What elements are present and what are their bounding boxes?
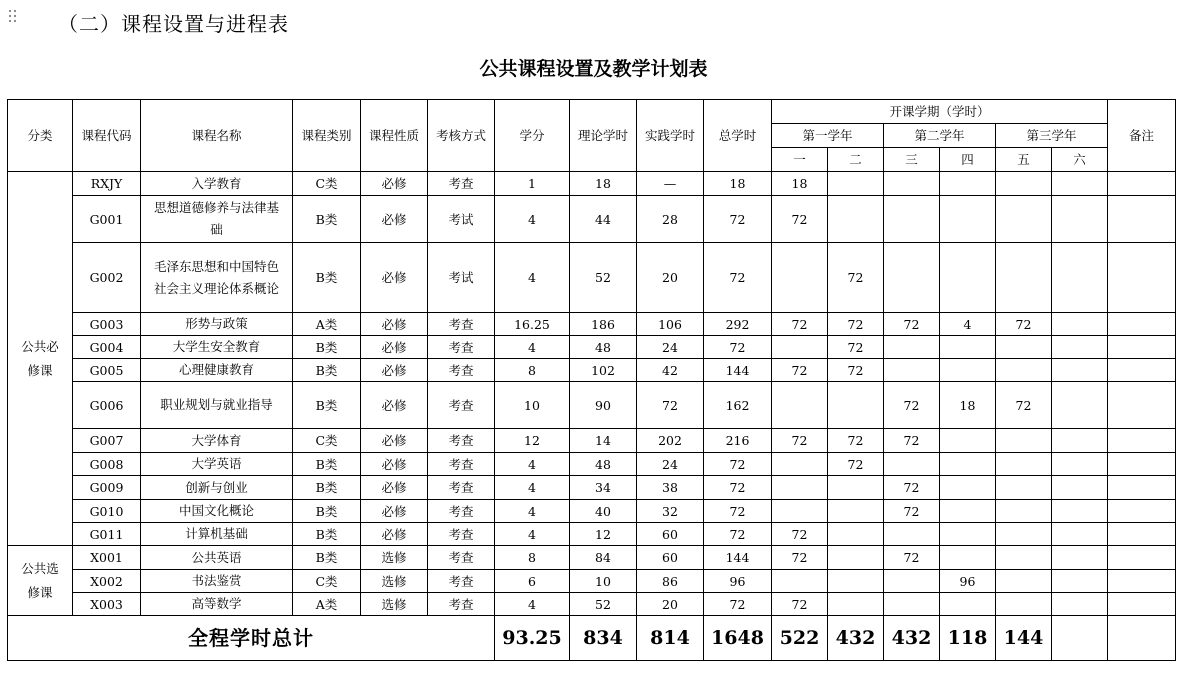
total-hours: 144 xyxy=(704,546,772,570)
semester-1-hours: 72 xyxy=(772,359,828,382)
exam-method: 考查 xyxy=(428,593,495,616)
semester-6-hours xyxy=(1052,336,1108,359)
course-credit: 4 xyxy=(495,336,570,359)
course-code: G002 xyxy=(73,243,141,313)
semester-2-hours xyxy=(828,570,884,593)
table-row xyxy=(8,570,1176,593)
remark-cell xyxy=(1108,313,1176,336)
course-type: B类 xyxy=(293,546,361,570)
total-hours: 216 xyxy=(704,429,772,453)
table-row xyxy=(8,172,1176,196)
total-hours: 72 xyxy=(704,453,772,476)
course-credit: 4 xyxy=(495,500,570,523)
semester-4-hours xyxy=(940,336,996,359)
course-code: G010 xyxy=(73,500,141,523)
course-type: B类 xyxy=(293,500,361,523)
course-type: B类 xyxy=(293,382,361,429)
table-body xyxy=(8,172,1176,616)
remark-cell xyxy=(1108,359,1176,382)
exam-method: 考查 xyxy=(428,429,495,453)
course-code: G009 xyxy=(73,476,141,500)
practice-hours: 20 xyxy=(637,243,704,313)
course-name: 毛泽东思想和中国特色社会主义理论体系概论 xyxy=(141,243,293,313)
header-semester-group: 开课学期（学时） xyxy=(772,100,1108,124)
course-type: B类 xyxy=(293,359,361,382)
table-header xyxy=(8,100,1176,172)
practice-hours: 106 xyxy=(637,313,704,336)
semester-5-hours xyxy=(996,429,1052,453)
course-credit: 8 xyxy=(495,546,570,570)
course-name: 书法鉴赏 xyxy=(141,570,293,593)
header-semester-1: 一 xyxy=(772,148,828,172)
course-code: G011 xyxy=(73,523,141,546)
theory-hours: 44 xyxy=(570,196,637,243)
theory-hours: 52 xyxy=(570,243,637,313)
course-name: 大学体育 xyxy=(141,429,293,453)
remark-cell xyxy=(1108,453,1176,476)
semester-1-hours xyxy=(772,500,828,523)
total-hours: 96 xyxy=(704,570,772,593)
total-hours: 292 xyxy=(704,313,772,336)
semester-6-hours xyxy=(1052,570,1108,593)
theory-hours: 10 xyxy=(570,570,637,593)
course-name: 公共英语 xyxy=(141,546,293,570)
theory-hours: 48 xyxy=(570,336,637,359)
semester-6-hours xyxy=(1052,500,1108,523)
practice-hours: — xyxy=(637,172,704,196)
semester-2-hours xyxy=(828,476,884,500)
header-total: 总学时 xyxy=(704,100,772,172)
semester-5-hours xyxy=(996,570,1052,593)
table-row xyxy=(8,593,1176,616)
semester-2-hours xyxy=(828,593,884,616)
header-type: 课程类别 xyxy=(293,100,361,172)
semester-2-hours: 72 xyxy=(828,313,884,336)
header-year-1: 第一学年 xyxy=(772,124,884,148)
course-type: B类 xyxy=(293,336,361,359)
course-code: G006 xyxy=(73,382,141,429)
semester-2-hours xyxy=(828,546,884,570)
course-name: 计算机基础 xyxy=(141,523,293,546)
semester-5-hours xyxy=(996,336,1052,359)
course-credit: 4 xyxy=(495,476,570,500)
semester-5-hours xyxy=(996,172,1052,196)
course-credit: 1 xyxy=(495,172,570,196)
semester-3-hours xyxy=(884,570,940,593)
semester-4-hours xyxy=(940,523,996,546)
course-credit: 4 xyxy=(495,593,570,616)
semester-5-hours xyxy=(996,500,1052,523)
semester-1-hours xyxy=(772,453,828,476)
course-nature: 必修 xyxy=(361,429,428,453)
practice-hours: 24 xyxy=(637,336,704,359)
semester-1-hours: 72 xyxy=(772,523,828,546)
course-nature: 必修 xyxy=(361,500,428,523)
course-type: B类 xyxy=(293,196,361,243)
semester-3-hours xyxy=(884,359,940,382)
table-row xyxy=(8,476,1176,500)
table-footer xyxy=(8,616,1176,661)
header-semester-3: 三 xyxy=(884,148,940,172)
exam-method: 考试 xyxy=(428,243,495,313)
theory-hours: 52 xyxy=(570,593,637,616)
course-nature: 必修 xyxy=(361,196,428,243)
semester-5-hours xyxy=(996,523,1052,546)
theory-hours: 84 xyxy=(570,546,637,570)
exam-method: 考查 xyxy=(428,313,495,336)
course-type: C类 xyxy=(293,172,361,196)
course-credit: 4 xyxy=(495,523,570,546)
total-hours: 72 xyxy=(704,523,772,546)
semester-6-hours xyxy=(1052,243,1108,313)
semester-2-hours xyxy=(828,172,884,196)
practice-hours: 38 xyxy=(637,476,704,500)
course-plan-table xyxy=(7,99,1176,661)
semester-4-hours xyxy=(940,243,996,313)
semester-3-hours xyxy=(884,243,940,313)
course-code: X001 xyxy=(73,546,141,570)
semester-5-hours: 72 xyxy=(996,382,1052,429)
semester-3-hours: 72 xyxy=(884,500,940,523)
semester-4-hours xyxy=(940,429,996,453)
course-credit: 4 xyxy=(495,243,570,313)
course-nature: 选修 xyxy=(361,593,428,616)
exam-method: 考查 xyxy=(428,546,495,570)
header-credit: 学分 xyxy=(495,100,570,172)
course-code: G003 xyxy=(73,313,141,336)
total-row xyxy=(8,616,1176,661)
semester-6-hours xyxy=(1052,476,1108,500)
semester-3-hours: 72 xyxy=(884,546,940,570)
header-name: 课程名称 xyxy=(141,100,293,172)
practice-hours: 24 xyxy=(637,453,704,476)
semester-2-hours: 72 xyxy=(828,453,884,476)
semester-4-hours xyxy=(940,593,996,616)
exam-method: 考查 xyxy=(428,336,495,359)
header-theory: 理论学时 xyxy=(570,100,637,172)
course-nature: 必修 xyxy=(361,313,428,336)
total-semester-2: 432 xyxy=(828,616,884,661)
total-hours: 144 xyxy=(704,359,772,382)
course-name: 入学教育 xyxy=(141,172,293,196)
drag-handle-icon[interactable] xyxy=(9,10,19,26)
table-row xyxy=(8,523,1176,546)
practice-hours: 86 xyxy=(637,570,704,593)
semester-1-hours: 72 xyxy=(772,429,828,453)
semester-1-hours xyxy=(772,382,828,429)
remark-cell xyxy=(1108,593,1176,616)
semester-2-hours xyxy=(828,382,884,429)
course-type: C类 xyxy=(293,570,361,593)
course-type: A类 xyxy=(293,313,361,336)
total-practice: 814 xyxy=(637,616,704,661)
semester-4-hours: 4 xyxy=(940,313,996,336)
theory-hours: 102 xyxy=(570,359,637,382)
course-nature: 必修 xyxy=(361,243,428,313)
semester-2-hours: 72 xyxy=(828,243,884,313)
semester-5-hours xyxy=(996,243,1052,313)
semester-4-hours: 18 xyxy=(940,382,996,429)
semester-5-hours xyxy=(996,359,1052,382)
semester-4-hours xyxy=(940,500,996,523)
header-semester-2: 二 xyxy=(828,148,884,172)
semester-4-hours xyxy=(940,453,996,476)
total-hours: 72 xyxy=(704,336,772,359)
table-row xyxy=(8,359,1176,382)
practice-hours: 20 xyxy=(637,593,704,616)
total-semester-6 xyxy=(1052,616,1108,661)
total-hours: 72 xyxy=(704,476,772,500)
header-nature: 课程性质 xyxy=(361,100,428,172)
semester-1-hours xyxy=(772,476,828,500)
remark-cell xyxy=(1108,196,1176,243)
total-hours: 72 xyxy=(704,593,772,616)
table-row xyxy=(8,336,1176,359)
semester-1-hours: 72 xyxy=(772,593,828,616)
table-row xyxy=(8,382,1176,429)
table-row xyxy=(8,243,1176,313)
course-name: 形势与政策 xyxy=(141,313,293,336)
course-name: 高等数学 xyxy=(141,593,293,616)
remark-cell xyxy=(1108,429,1176,453)
course-name: 创新与创业 xyxy=(141,476,293,500)
semester-6-hours xyxy=(1052,172,1108,196)
semester-4-hours xyxy=(940,546,996,570)
semester-3-hours xyxy=(884,523,940,546)
semester-4-hours xyxy=(940,359,996,382)
semester-3-hours: 72 xyxy=(884,313,940,336)
course-nature: 必修 xyxy=(361,172,428,196)
course-type: A类 xyxy=(293,593,361,616)
course-type: B类 xyxy=(293,243,361,313)
semester-1-hours xyxy=(772,570,828,593)
semester-3-hours xyxy=(884,593,940,616)
total-hours: 72 xyxy=(704,196,772,243)
semester-6-hours xyxy=(1052,453,1108,476)
semester-5-hours xyxy=(996,593,1052,616)
course-credit: 6 xyxy=(495,570,570,593)
exam-method: 考查 xyxy=(428,500,495,523)
course-code: X003 xyxy=(73,593,141,616)
semester-2-hours xyxy=(828,500,884,523)
semester-3-hours xyxy=(884,196,940,243)
course-name: 中国文化概论 xyxy=(141,500,293,523)
table-row xyxy=(8,546,1176,570)
course-code: G004 xyxy=(73,336,141,359)
exam-method: 考查 xyxy=(428,382,495,429)
total-remark xyxy=(1108,616,1176,661)
header-code: 课程代码 xyxy=(73,100,141,172)
course-code: G008 xyxy=(73,453,141,476)
category-cell: 公共选修课 xyxy=(8,546,73,616)
course-name: 大学生安全教育 xyxy=(141,336,293,359)
semester-4-hours xyxy=(940,196,996,243)
course-type: B类 xyxy=(293,476,361,500)
semester-5-hours xyxy=(996,476,1052,500)
total-hours: 1648 xyxy=(704,616,772,661)
course-name: 职业规划与就业指导 xyxy=(141,382,293,429)
semester-2-hours: 72 xyxy=(828,359,884,382)
course-nature: 选修 xyxy=(361,546,428,570)
practice-hours: 60 xyxy=(637,546,704,570)
practice-hours: 42 xyxy=(637,359,704,382)
course-code: X002 xyxy=(73,570,141,593)
semester-6-hours xyxy=(1052,593,1108,616)
course-credit: 8 xyxy=(495,359,570,382)
remark-cell xyxy=(1108,382,1176,429)
total-label: 全程学时总计 xyxy=(8,616,495,661)
semester-3-hours: 72 xyxy=(884,429,940,453)
semester-5-hours xyxy=(996,546,1052,570)
header-semester-4: 四 xyxy=(940,148,996,172)
semester-3-hours: 72 xyxy=(884,382,940,429)
remark-cell xyxy=(1108,523,1176,546)
semester-4-hours: 96 xyxy=(940,570,996,593)
total-hours: 162 xyxy=(704,382,772,429)
course-credit: 4 xyxy=(495,196,570,243)
course-nature: 必修 xyxy=(361,359,428,382)
theory-hours: 90 xyxy=(570,382,637,429)
semester-6-hours xyxy=(1052,313,1108,336)
practice-hours: 60 xyxy=(637,523,704,546)
course-credit: 10 xyxy=(495,382,570,429)
total-semester-1: 522 xyxy=(772,616,828,661)
total-hours: 72 xyxy=(704,500,772,523)
semester-3-hours xyxy=(884,336,940,359)
header-year-2: 第二学年 xyxy=(884,124,996,148)
header-semester-6: 六 xyxy=(1052,148,1108,172)
remark-cell xyxy=(1108,570,1176,593)
course-credit: 12 xyxy=(495,429,570,453)
header-category: 分类 xyxy=(8,100,73,172)
course-credit: 4 xyxy=(495,453,570,476)
practice-hours: 72 xyxy=(637,382,704,429)
exam-method: 考查 xyxy=(428,359,495,382)
course-code: RXJY xyxy=(73,172,141,196)
remark-cell xyxy=(1108,500,1176,523)
theory-hours: 40 xyxy=(570,500,637,523)
total-hours: 72 xyxy=(704,243,772,313)
exam-method: 考查 xyxy=(428,570,495,593)
semester-1-hours: 18 xyxy=(772,172,828,196)
total-semester-4: 118 xyxy=(940,616,996,661)
total-credit: 93.25 xyxy=(495,616,570,661)
remark-cell xyxy=(1108,476,1176,500)
course-nature: 必修 xyxy=(361,453,428,476)
section-heading: （二）课程设置与进程表 xyxy=(58,12,289,36)
theory-hours: 12 xyxy=(570,523,637,546)
semester-2-hours: 72 xyxy=(828,429,884,453)
semester-2-hours xyxy=(828,196,884,243)
course-name: 心理健康教育 xyxy=(141,359,293,382)
theory-hours: 186 xyxy=(570,313,637,336)
semester-6-hours xyxy=(1052,359,1108,382)
total-semester-3: 432 xyxy=(884,616,940,661)
course-type: B类 xyxy=(293,453,361,476)
theory-hours: 48 xyxy=(570,453,637,476)
course-type: B类 xyxy=(293,523,361,546)
course-nature: 必修 xyxy=(361,476,428,500)
semester-3-hours: 72 xyxy=(884,476,940,500)
course-name: 思想道德修养与法律基础 xyxy=(141,196,293,243)
semester-1-hours xyxy=(772,336,828,359)
remark-cell xyxy=(1108,546,1176,570)
semester-1-hours: 72 xyxy=(772,196,828,243)
table-row xyxy=(8,313,1176,336)
semester-5-hours xyxy=(996,196,1052,243)
table-title: 公共课程设置及教学计划表 xyxy=(479,58,708,80)
course-type: C类 xyxy=(293,429,361,453)
semester-6-hours xyxy=(1052,429,1108,453)
course-nature: 必修 xyxy=(361,336,428,359)
practice-hours: 28 xyxy=(637,196,704,243)
semester-6-hours xyxy=(1052,546,1108,570)
table-row xyxy=(8,429,1176,453)
course-code: G007 xyxy=(73,429,141,453)
total-theory: 834 xyxy=(570,616,637,661)
remark-cell xyxy=(1108,243,1176,313)
course-credit: 16.25 xyxy=(495,313,570,336)
course-code: G005 xyxy=(73,359,141,382)
remark-cell xyxy=(1108,172,1176,196)
header-semester-5: 五 xyxy=(996,148,1052,172)
semester-3-hours xyxy=(884,453,940,476)
exam-method: 考查 xyxy=(428,453,495,476)
course-nature: 必修 xyxy=(361,382,428,429)
total-hours: 18 xyxy=(704,172,772,196)
header-remark: 备注 xyxy=(1108,100,1176,172)
course-name: 大学英语 xyxy=(141,453,293,476)
semester-1-hours: 72 xyxy=(772,546,828,570)
semester-3-hours xyxy=(884,172,940,196)
semester-1-hours: 72 xyxy=(772,313,828,336)
semester-4-hours xyxy=(940,476,996,500)
semester-6-hours xyxy=(1052,382,1108,429)
theory-hours: 34 xyxy=(570,476,637,500)
header-practice: 实践学时 xyxy=(637,100,704,172)
semester-2-hours xyxy=(828,523,884,546)
table-row xyxy=(8,196,1176,243)
practice-hours: 32 xyxy=(637,500,704,523)
semester-2-hours: 72 xyxy=(828,336,884,359)
remark-cell xyxy=(1108,336,1176,359)
exam-method: 考试 xyxy=(428,196,495,243)
theory-hours: 18 xyxy=(570,172,637,196)
practice-hours: 202 xyxy=(637,429,704,453)
exam-method: 考查 xyxy=(428,476,495,500)
semester-6-hours xyxy=(1052,523,1108,546)
exam-method: 考查 xyxy=(428,172,495,196)
header-exam: 考核方式 xyxy=(428,100,495,172)
course-code: G001 xyxy=(73,196,141,243)
exam-method: 考查 xyxy=(428,523,495,546)
course-nature: 必修 xyxy=(361,523,428,546)
semester-4-hours xyxy=(940,172,996,196)
table-row xyxy=(8,500,1176,523)
total-semester-5: 144 xyxy=(996,616,1052,661)
semester-5-hours xyxy=(996,453,1052,476)
semester-1-hours xyxy=(772,243,828,313)
theory-hours: 14 xyxy=(570,429,637,453)
semester-5-hours: 72 xyxy=(996,313,1052,336)
header-year-3: 第三学年 xyxy=(996,124,1108,148)
table-row xyxy=(8,453,1176,476)
course-nature: 选修 xyxy=(361,570,428,593)
category-cell: 公共必修课 xyxy=(8,172,73,546)
semester-6-hours xyxy=(1052,196,1108,243)
